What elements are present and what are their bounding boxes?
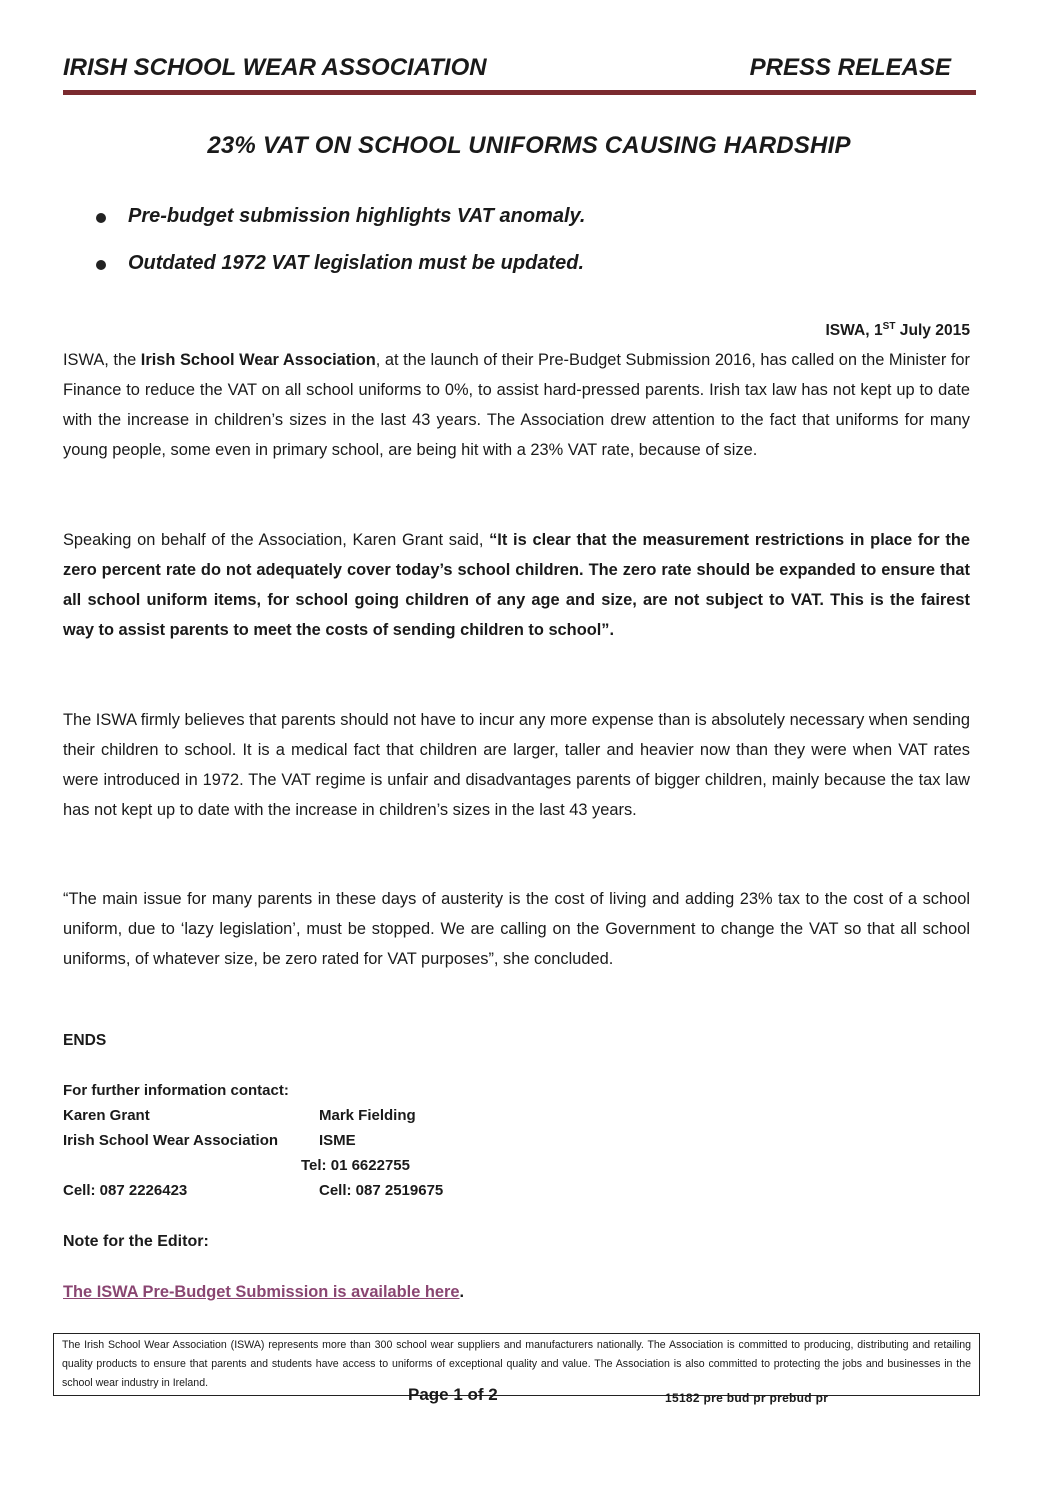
header-doc-type: PRESS RELEASE — [749, 54, 951, 81]
page-title: 23% VAT ON SCHOOL UNIFORMS CAUSING HARDSHIP — [207, 132, 851, 159]
ends-marker: ENDS — [63, 1032, 107, 1049]
contact-org-2: ISME — [319, 1132, 356, 1149]
header-org-name: IRISH SCHOOL WEAR ASSOCIATION — [63, 54, 487, 81]
contact-name-2: Mark Fielding — [319, 1107, 416, 1124]
contact-name-1: Karen Grant — [63, 1107, 150, 1124]
contact-org-1: Irish School Wear Association — [63, 1132, 279, 1149]
header-rule — [63, 90, 976, 95]
editor-note-heading: Note for the Editor: — [63, 1233, 209, 1250]
dateline-date: July 2015 — [895, 322, 970, 340]
paragraph-conclusion: “The main issue for many parents in these days of austerity is the cost of living and adding 23% tax to the cost of a school uniform, due to ‘lazy legislation’, must be stopped. We are calling on the Government to change the VAT so that all school uniforms, of whatever size, be zero rated for VAT purposes”, she concluded. — [63, 890, 970, 968]
paragraph-text: ISWA, the — [63, 351, 141, 369]
paragraph-intro — [63, 345, 970, 465]
bullet-dot-icon — [96, 260, 106, 270]
bullet-text: Outdated 1972 VAT legislation must be updated. — [128, 252, 584, 274]
page-number: Page 1 of 2 — [408, 1385, 498, 1404]
paragraph-bold-text: Irish School Wear Association — [140, 351, 376, 369]
paragraph-text: Speaking on behalf of the Association, Karen Grant said, — [63, 531, 490, 549]
contact-cell-2: Cell: 087 2519675 — [319, 1182, 444, 1199]
bullet-dot-icon — [96, 213, 106, 223]
link-trailing-punctuation: . — [459, 1283, 465, 1301]
submission-link-line — [63, 1283, 464, 1302]
contact-cell-1: Cell: 087 2226423 — [63, 1182, 188, 1199]
paragraph-belief: The ISWA firmly believes that parents should not have to incur any more expense than is absolutely necessary when sending their children to school. It is a medical fact that children are larger, taller and heavier now than they were when VAT rates were introduced in 1972. The VAT regime is unfair and disadvantages parents of bigger children, mainly because the tax law has not kept up to date with the increase in children’s sizes in the last 43 years. — [63, 711, 970, 819]
bullet-text: Pre-budget submission highlights VAT anomaly. — [128, 205, 586, 227]
submission-link[interactable]: The ISWA Pre-Budget Submission is available here — [63, 1283, 460, 1301]
association-info-box: The Irish School Wear Association (ISWA) represents more than 300 school wear suppliers and manufacturers nationally. The Association is committed to producing, distributing and retailing quality products to ensure that parents and students have access to uniforms of exceptional quality and value. The Association is also committed to protecting the jobs and businesses in the school wear industry in Ireland. — [53, 1333, 980, 1396]
paragraph-text: , at the launch of their Pre-Budget Submission 2016, has called on the Minister for Finance to reduce the VAT on all school uniforms to 0%, to assist hard-pressed parents. Irish tax law has not kept up to date with the increase in children’s sizes in the last 43 years. The Association drew attention to the fact that uniforms for many young people, some even in primary school, are being hit with a 23% VAT rate, because of size. — [63, 351, 970, 459]
dateline-superscript: ST — [882, 321, 896, 332]
contact-tel-2: Tel: 01 6622755 — [301, 1157, 410, 1174]
contact-heading: For further information contact: — [63, 1082, 289, 1099]
header — [63, 54, 951, 84]
dateline — [825, 321, 970, 340]
file-reference: 15182 pre bud pr prebud pr — [665, 1391, 829, 1405]
paragraph-bold-quote: “It is clear that the measurement restrictions in place for the zero percent rate do not adequately cover today’s school children. The zero rate should be expanded to ensure that all school uniform items, for school going children of any age and size, are not subject to VAT. This is the fairest way to assist parents to meet the costs of sending children to school”. — [63, 531, 970, 639]
paragraph-quote — [63, 525, 970, 645]
dateline-text: ISWA, 1 — [825, 322, 883, 340]
